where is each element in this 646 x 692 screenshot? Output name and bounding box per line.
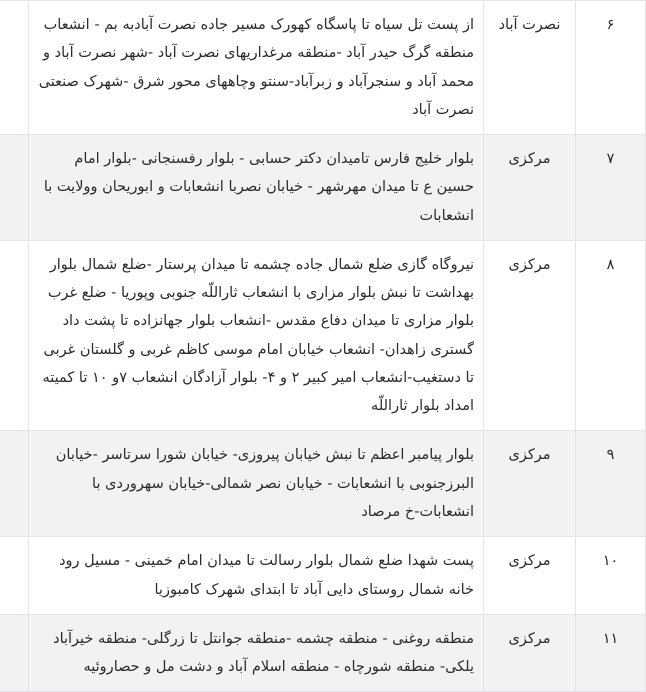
- row-time-cell: [0, 135, 29, 241]
- row-region-cell: مرکزی: [484, 537, 576, 615]
- row-time-start: [0, 441, 19, 469]
- row-time-cell: [0, 431, 29, 537]
- table-row: [0, 135, 646, 241]
- row-time-end: [0, 576, 19, 604]
- row-time-end: [0, 470, 19, 498]
- row-description-cell: نیروگاه گازی ضلع شمال جاده چشمه تا میدان پرستار -ضلع شمال بلوار بهداشت تا نبش بلوار مزاری با انشعاب ثاراللّه جنوبی وپوریا - ضلع غرب بلوار مزاری تا میدان دفاع مقدس -انشعاب بلوار جهانزاده تا پشت داد گستری زاهدان- انشعاب خیابان امام موسی کاظم غربی و گلستان غربی تا دستغیب-انشعاب امیر کبیر ۲ و ۴- بلوار آزادگان انشعاب ۷و ۱۰ تا کمیته امداد بلوار ثاراللّه: [29, 240, 484, 431]
- row-time-start: [0, 145, 19, 173]
- table-row: [0, 1, 646, 135]
- row-description-cell: بلوار پیامبر اعظم تا نبش خیابان پیروزی- خیابان شورا سرتاسر -خیابان البرزجنوبی با انشعابات - خیابان نصر شمالی-خیابان سهروردی با انشعابات-خ مرصاد: [29, 431, 484, 537]
- row-region-cell: مرکزی: [484, 135, 576, 241]
- row-region-cell: مرکزی: [484, 240, 576, 431]
- row-time-start: [0, 11, 19, 39]
- row-time-end: [0, 39, 19, 67]
- row-time-cell: [0, 1, 29, 135]
- row-time-start: [0, 251, 19, 279]
- row-time-start: [0, 625, 19, 653]
- row-time-start: [0, 547, 19, 575]
- row-time-end: [0, 173, 19, 201]
- row-time-end: [0, 653, 19, 681]
- row-index-cell: ۹: [576, 431, 646, 537]
- row-time-end: [0, 279, 19, 307]
- table-row: [0, 240, 646, 431]
- row-index-cell: ۱۱: [576, 614, 646, 692]
- row-region-cell: مرکزی: [484, 431, 576, 537]
- row-description-cell: پست شهدا ضلع شمال بلوار رسالت تا میدان امام خمینی - مسیل رود خانه شمال روستای دایی آباد تا ابتدای شهرک کامبوزیا: [29, 537, 484, 615]
- row-index-cell: ۱۰: [576, 537, 646, 615]
- outage-table-body: [0, 1, 646, 692]
- row-description-cell: بلوار خلیج فارس تامیدان دکتر حسابی - بلوار رفسنجانی -بلوار امام حسین ع تا میدان مهرشهر - خیابان نصربا انشعابات و ابوریحان وولایت با انشعابات: [29, 135, 484, 241]
- row-index-cell: ۸: [576, 240, 646, 431]
- row-index-cell: ۷: [576, 135, 646, 241]
- row-region-cell: مرکزی: [484, 614, 576, 692]
- row-time-cell: [0, 537, 29, 615]
- row-time-cell: [0, 240, 29, 431]
- table-row: [0, 431, 646, 537]
- table-row: [0, 614, 646, 692]
- row-region-cell: نصرت آباد: [484, 1, 576, 135]
- table-row: [0, 537, 646, 615]
- row-description-cell: از پست تل سیاه تا پاسگاه کهورک مسیر جاده نصرت آبادبه بم - انشعاب منطقه گرگ حیدر آباد -منطقه مرغداریهای نصرت آباد -شهر نصرت آباد و محمد آباد و سنجرآباد و زبرآباد-سنتو وچاههای محور شرق -شهرک صنعتی نصرت آباد: [29, 1, 484, 135]
- row-time-cell: [0, 614, 29, 692]
- row-description-cell: منطقه روغنی - منطقه چشمه -منطقه جوانتل تا زرگلی- منطقه خیرآباد یلکی- منطقه شورچاه - منطقه اسلام آباد و دشت مل و حصاروئیه: [29, 614, 484, 692]
- row-index-cell: ۶: [576, 1, 646, 135]
